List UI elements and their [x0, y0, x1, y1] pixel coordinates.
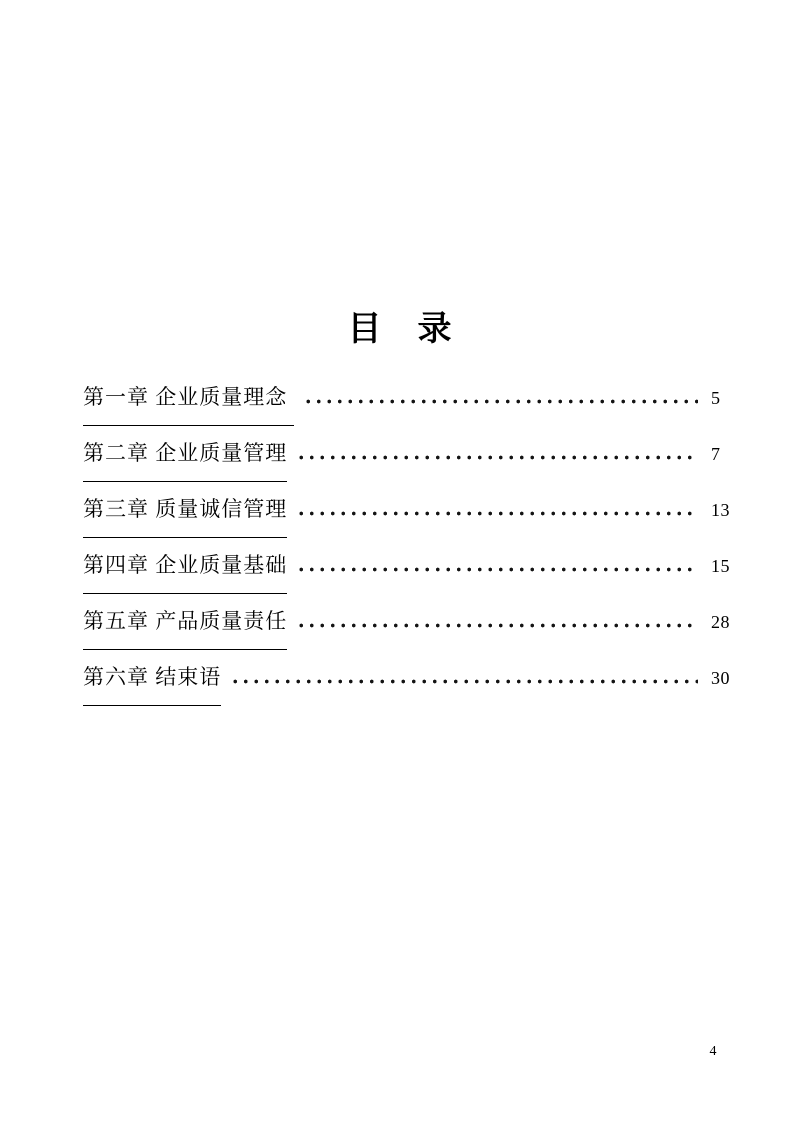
toc-entry-page: 7 — [711, 444, 721, 464]
toc-entry-page: 5 — [711, 388, 721, 408]
toc-entry[interactable] — [83, 649, 742, 705]
dot-leader — [296, 455, 698, 460]
toc-list — [83, 369, 742, 705]
toc-entry-page: 13 — [711, 500, 730, 520]
dot-leader — [296, 511, 698, 516]
toc-entry-label[interactable]: 第五章 产品质量责任 — [83, 593, 287, 650]
toc-entry-label[interactable]: 第六章 结束语 — [83, 649, 221, 706]
dot-leader — [296, 623, 698, 628]
toc-entry[interactable] — [83, 593, 742, 649]
toc-entry[interactable] — [83, 369, 742, 425]
dot-leader — [230, 679, 698, 684]
toc-entry[interactable] — [83, 537, 742, 593]
toc-entry-page: 28 — [711, 612, 730, 632]
toc-entry-label[interactable]: 第一章 企业质量理念 — [83, 369, 294, 426]
toc-entry[interactable] — [83, 481, 742, 537]
toc-entry-label[interactable]: 第四章 企业质量基础 — [83, 537, 287, 594]
footer-page-number: 4 — [709, 1044, 717, 1059]
toc-entry-label[interactable]: 第三章 质量诚信管理 — [83, 481, 287, 538]
dot-leader — [296, 567, 698, 572]
toc-entry-page: 30 — [711, 668, 730, 688]
toc-entry[interactable] — [83, 425, 742, 481]
toc-entry-page: 15 — [711, 556, 730, 576]
toc-title: 目 录 — [347, 311, 453, 348]
toc-entry-label[interactable]: 第二章 企业质量管理 — [83, 425, 287, 482]
dot-leader — [303, 399, 699, 404]
